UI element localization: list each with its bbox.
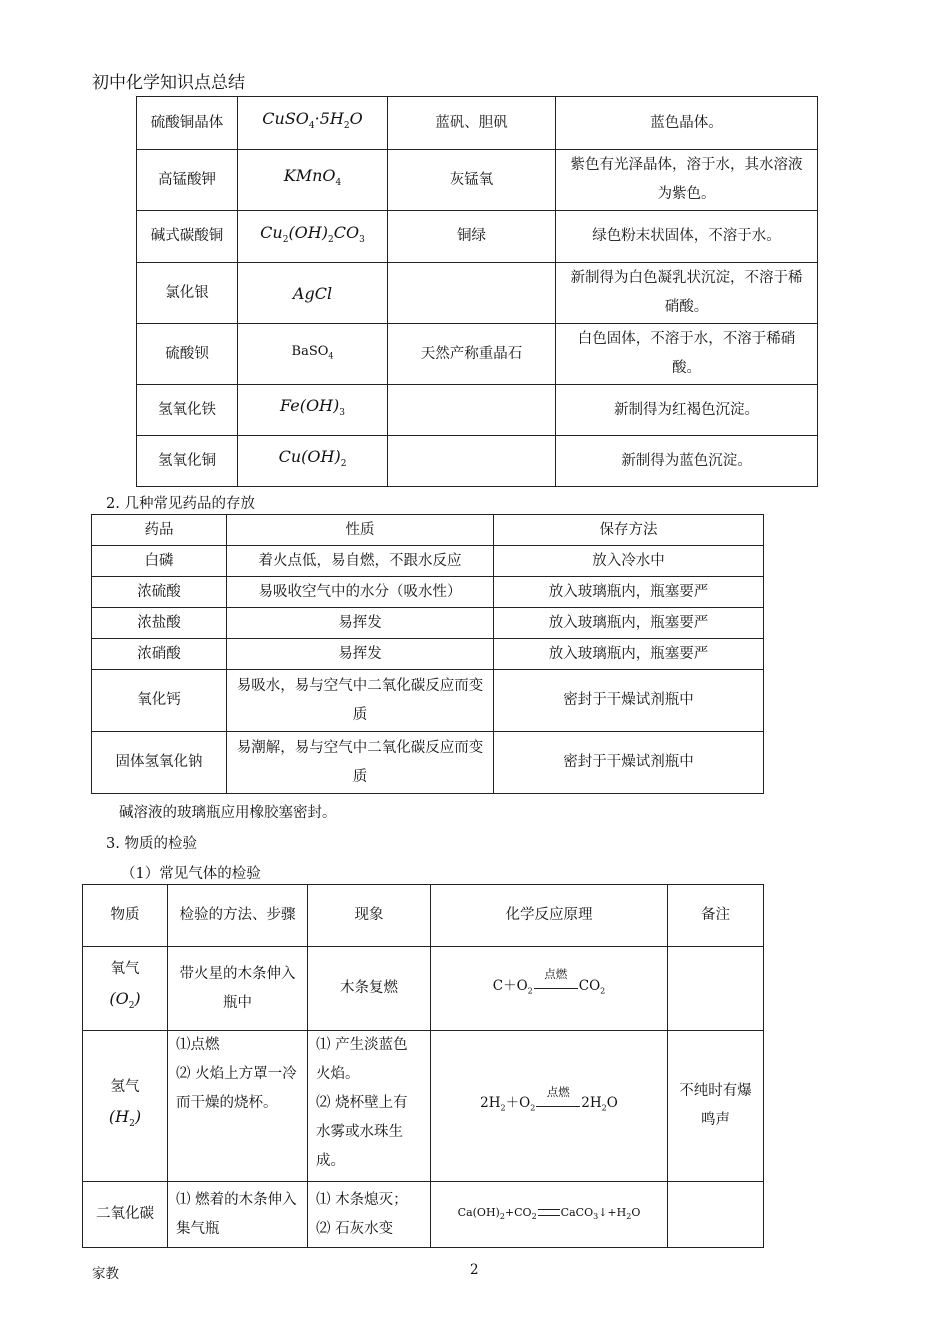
- column-header: 备注: [668, 885, 764, 947]
- table-row: [137, 263, 818, 324]
- cell-formula: AgCl: [238, 263, 388, 324]
- cell-note: [668, 1182, 764, 1248]
- cell-drug: 浓盐酸: [92, 608, 227, 639]
- cell-alias: [388, 263, 556, 324]
- column-header: 检验的方法、步骤: [168, 885, 308, 947]
- table-row: [92, 546, 764, 577]
- cell-desc: 紫色有光泽晶体，溶于水，其水溶液为紫色。: [556, 150, 818, 211]
- table-row: [137, 97, 818, 150]
- cell-desc: 新制得为蓝色沉淀。: [556, 436, 818, 487]
- cell-alias: 蓝矾、胆矾: [388, 97, 556, 150]
- table-row: [83, 1182, 764, 1248]
- page-title: 初中化学知识点总结: [92, 73, 245, 93]
- cell-substance: 二氧化碳: [83, 1182, 168, 1248]
- table-row: [137, 150, 818, 211]
- table-header-row: [92, 515, 764, 546]
- table-row: [137, 324, 818, 385]
- table-row: [137, 211, 818, 263]
- column-header: 化学反应原理: [431, 885, 668, 947]
- column-header: 现象: [308, 885, 431, 947]
- cell-drug: 浓硫酸: [92, 577, 227, 608]
- cell-method: ⑴点燃 ⑵ 火焰上方罩一冷而干燥的烧杯。: [168, 1031, 308, 1182]
- cell-alias: 天然产称重晶石: [388, 324, 556, 385]
- subsection-heading: （1）常见气体的检验: [121, 866, 261, 882]
- cell-formula: KMnO$_4$: [238, 150, 388, 211]
- table-row: [92, 577, 764, 608]
- cell-name: 氯化银: [137, 263, 238, 324]
- cell-property: 易潮解，易与空气中二氧化碳反应而变质: [227, 732, 494, 794]
- reaction-arrow-icon: 点燃: [536, 1097, 580, 1111]
- cell-name: 高锰酸钾: [137, 150, 238, 211]
- cell-drug: 氧化钙: [92, 670, 227, 732]
- column-header: 性质: [227, 515, 494, 546]
- column-header: 药品: [92, 515, 227, 546]
- cell-property: 易吸水，易与空气中二氧化碳反应而变质: [227, 670, 494, 732]
- footer-left: 家教: [92, 1266, 119, 1282]
- cell-property: 易挥发: [227, 639, 494, 670]
- cell-equation: $Ca(OH)_2+CO_2$ $CaCO_3↓+H_2O$: [431, 1182, 668, 1248]
- table-row: [92, 639, 764, 670]
- cell-alias: 铜绿: [388, 211, 556, 263]
- substance-table: [136, 96, 818, 487]
- cell-formula: $CuSO_4\cdot 5H_2O$: [238, 97, 388, 150]
- cell-substance: 氢气 $(H_2)$: [83, 1031, 168, 1182]
- cell-desc: 蓝色晶体。: [556, 97, 818, 150]
- cell-desc: 新制得为白色凝乳状沉淀，不溶于稀硝酸。: [556, 263, 818, 324]
- cell-method: ⑴ 燃着的木条伸入集气瓶: [168, 1182, 308, 1248]
- cell-name: 硫酸铜晶体: [137, 97, 238, 150]
- cell-drug: 浓硝酸: [92, 639, 227, 670]
- storage-note: 碱溶液的玻璃瓶应用橡胶塞密封。: [119, 805, 337, 821]
- cell-drug: 固体氢氧化钠: [92, 732, 227, 794]
- reaction-arrow-icon: 点燃: [534, 979, 578, 993]
- cell-storage: 放入冷水中: [494, 546, 764, 577]
- cell-name: 硫酸钡: [137, 324, 238, 385]
- cell-note: [668, 947, 764, 1031]
- cell-name: 氢氧化铜: [137, 436, 238, 487]
- table-row: [92, 608, 764, 639]
- storage-table: [91, 514, 764, 794]
- gas-test-table: [82, 884, 764, 1248]
- cell-method: 带火星的木条伸入瓶中: [168, 947, 308, 1031]
- cell-note: 不纯时有爆鸣声: [668, 1031, 764, 1182]
- table-row: [92, 670, 764, 732]
- section-heading: 3. 物质的检验: [106, 836, 197, 852]
- cell-storage: 密封于干燥试剂瓶中: [494, 732, 764, 794]
- cell-alias: [388, 436, 556, 487]
- cell-phenomenon: 木条复燃: [308, 947, 431, 1031]
- table-row: [137, 436, 818, 487]
- table-row: [92, 732, 764, 794]
- table-header-row: [83, 885, 764, 947]
- cell-alias: 灰锰氧: [388, 150, 556, 211]
- cell-name: 氢氧化铁: [137, 385, 238, 436]
- cell-property: 易吸收空气中的水分（吸水性）: [227, 577, 494, 608]
- cell-equation: $2H_2+O_2$ 点燃 $2H_2O$: [431, 1031, 668, 1182]
- cell-name: 碱式碳酸铜: [137, 211, 238, 263]
- page-number: 2: [470, 1262, 479, 1278]
- cell-storage: 放入玻璃瓶内，瓶塞要严: [494, 577, 764, 608]
- cell-equation: $C+O_2$ 点燃 $CO_2$: [431, 947, 668, 1031]
- column-header: 物质: [83, 885, 168, 947]
- table-row: [83, 1031, 764, 1182]
- equals-sign-icon: [538, 1209, 560, 1216]
- table-row: [137, 385, 818, 436]
- cell-desc: 绿色粉末状固体，不溶于水。: [556, 211, 818, 263]
- section-heading: 2. 几种常见药品的存放: [106, 496, 255, 512]
- cell-property: 易挥发: [227, 608, 494, 639]
- cell-formula: $Fe(OH)_3$: [238, 385, 388, 436]
- cell-substance: 氧气 $(O_2)$: [83, 947, 168, 1031]
- column-header: 保存方法: [494, 515, 764, 546]
- cell-phenomenon: ⑴ 产生淡蓝色火焰。 ⑵ 烧杯壁上有水雾或水珠生成。: [308, 1031, 431, 1182]
- cell-storage: 密封于干燥试剂瓶中: [494, 670, 764, 732]
- cell-alias: [388, 385, 556, 436]
- table-row: [83, 947, 764, 1031]
- cell-drug: 白磷: [92, 546, 227, 577]
- cell-formula: $Cu(OH)_2$: [238, 436, 388, 487]
- cell-storage: 放入玻璃瓶内，瓶塞要严: [494, 639, 764, 670]
- cell-storage: 放入玻璃瓶内，瓶塞要严: [494, 608, 764, 639]
- cell-formula: $Cu_2(OH)_2CO_3$: [238, 211, 388, 263]
- cell-formula: BaSO$_4$: [238, 324, 388, 385]
- cell-desc: 白色固体，不溶于水，不溶于稀硝酸。: [556, 324, 818, 385]
- cell-property: 着火点低，易自燃，不跟水反应: [227, 546, 494, 577]
- cell-desc: 新制得为红褐色沉淀。: [556, 385, 818, 436]
- cell-phenomenon: ⑴ 木条熄灭； ⑵ 石灰水变: [308, 1182, 431, 1248]
